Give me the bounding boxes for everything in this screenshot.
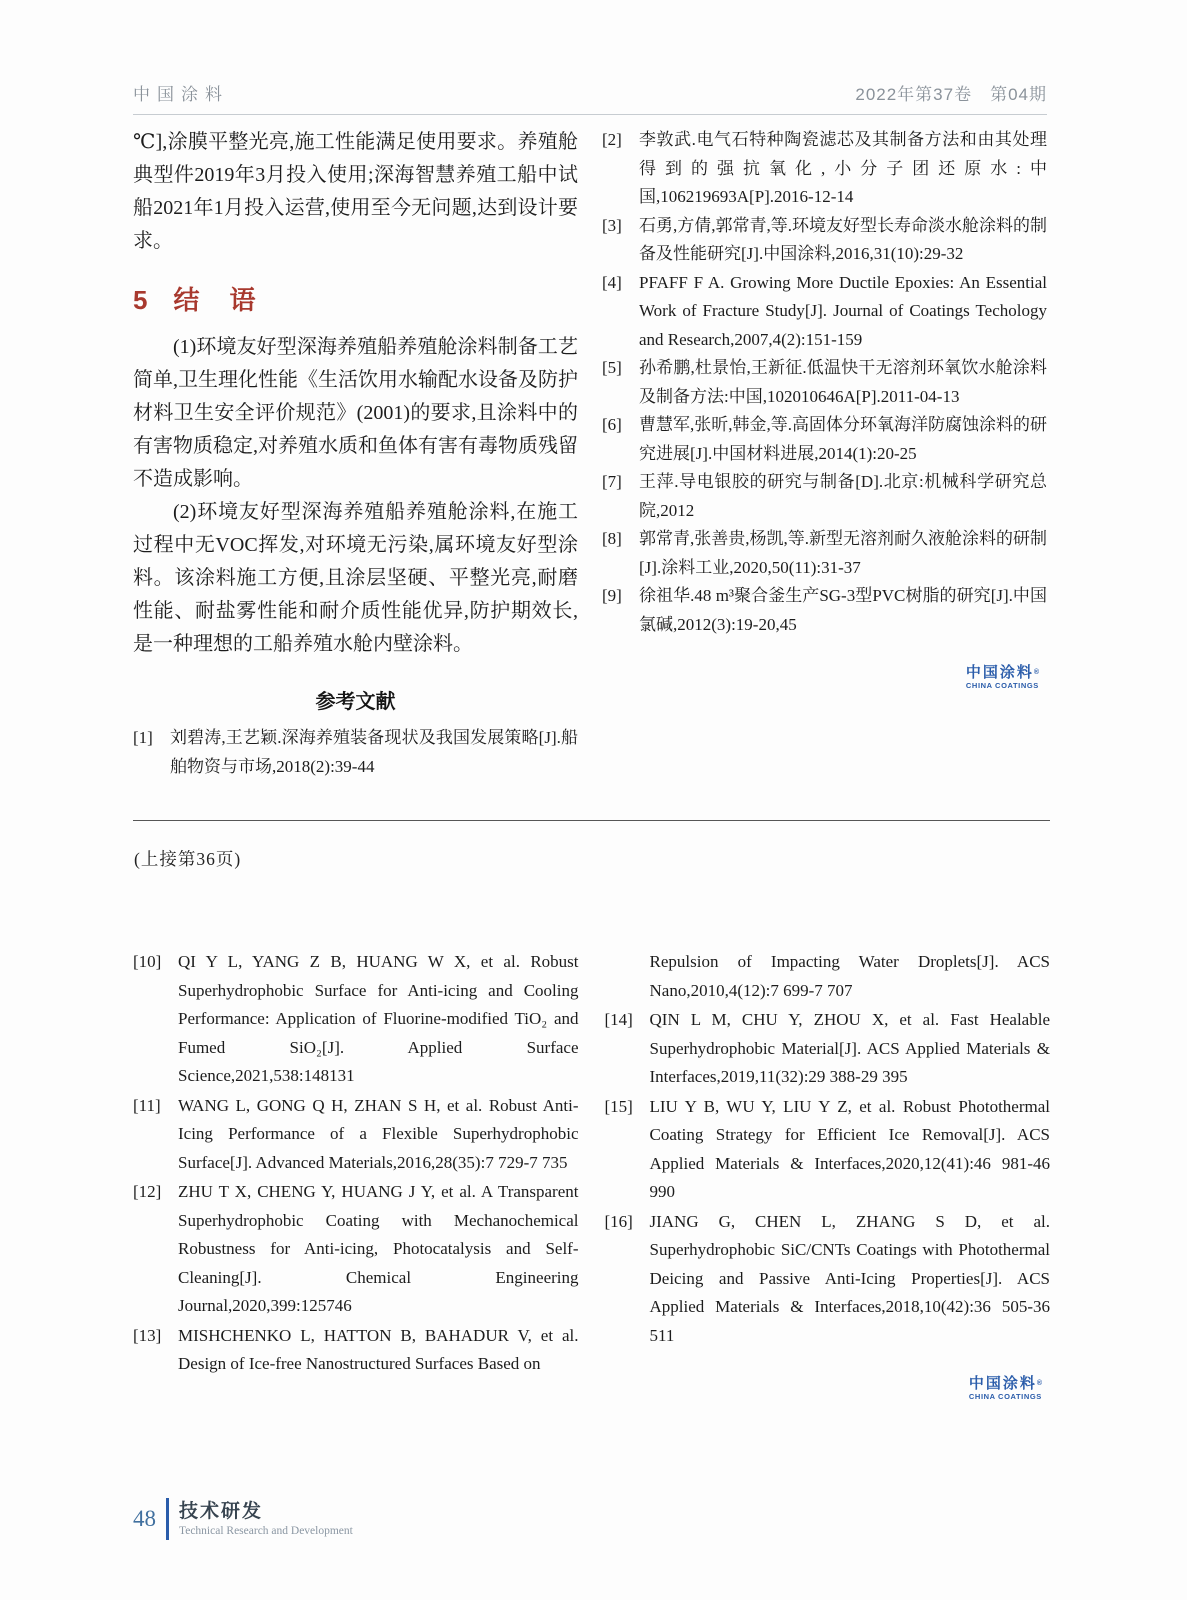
reference-text: 刘碧涛,王艺颖.深海养殖装备现状及我国发展策略[J].船舶物资与市场,2018(2):39-44 — [170, 728, 578, 776]
reference-number: [1] — [133, 728, 153, 747]
reference-text: QI Y L, YANG Z B, HUANG W X, et al. Robust Superhydrophobic Surface for Anti-icing and Cooling Performance: Application of Fluorine-modified TiO₂ and Fumed SiO₂[J]. Applied Surface Science,2021,538:148131 — [178, 952, 579, 1085]
china-coatings-logo — [969, 1376, 1042, 1402]
reference-text: 徐祖华.48 m³聚合釜生产SG-3型PVC树脂的研究[J].中国氯碱,2012(3):19-20,45 — [639, 586, 1047, 634]
reference-item — [602, 525, 1047, 582]
section-number: 5 — [133, 285, 148, 315]
reference-number: [16] — [604, 1211, 633, 1231]
page-number: 48 — [133, 1506, 156, 1531]
registered-mark-icon: ® — [1036, 1380, 1042, 1387]
reference-item — [133, 1178, 579, 1321]
reference-text: WANG L, GONG Q H, ZHAN S H, et al. Robust Anti-Icing Performance of a Flexible Superhydrophobic Surface[J]. Advanced Materials,2016,28(35):7 729-7 735 — [178, 1095, 579, 1172]
reference-text: 李敦武.电气石特种陶瓷滤芯及其制备方法和由其处理得到的强抗氧化,小分子团还原水:中国,106219693A[P].2016-12-14 — [639, 130, 1047, 206]
reference-item — [602, 354, 1047, 411]
reference-number: [5] — [602, 358, 622, 377]
reference-number: [8] — [602, 529, 622, 548]
reference-item — [602, 411, 1047, 468]
section-heading — [133, 280, 578, 317]
reference-item — [602, 269, 1047, 355]
reference-text: LIU Y B, WU Y, LIU Y Z, et al. Robust Photothermal Coating Strategy for Efficient Ice Removal[J]. ACS Applied Materials & Interfaces,2020,12(41):46 981-46 990 — [649, 1096, 1050, 1201]
reference-number: [6] — [602, 415, 622, 434]
journal-name: 中国涂料 — [133, 85, 229, 104]
reference-text: JIANG G, CHEN L, ZHANG S D, et al. Superhydrophobic SiC/CNTs Coatings with Photothermal Deicing and Passive Anti-Icing Properties[J]. ACS Applied Materials & Interfaces,2018,10(42):36 505-36 511 — [649, 1211, 1050, 1345]
reference-item — [602, 212, 1047, 269]
reference-text: 曹慧军,张昕,韩金,等.高固体分环氧海洋防腐蚀涂料的研究进展[J].中国材料进展,2014(1):20-25 — [639, 415, 1047, 463]
reference-item — [133, 1322, 579, 1379]
reference-text: ZHU T X, CHENG Y, HUANG J Y, et al. A Transparent Superhydrophobic Coating with Mechanochemical Robustness for Anti-icing, Photocatalysis and Self-Cleaning[J]. Chemical Engineering Journal,2020,399:125746 — [178, 1182, 579, 1315]
continued-from-note: (上接第36页) — [134, 849, 242, 869]
conclusion-paragraph-1: (1)环境友好型深海养殖船养殖舱涂料制备工艺简单,卫生理化性能《生活饮用水输配水设备及防护材料卫生安全评价规范》(2001)的要求,且涂料中的有害物质稳定,对养殖水质和鱼体有害有毒物质残留不造成影响。 — [133, 336, 578, 490]
reference-item — [605, 1208, 1051, 1351]
reference-item — [133, 724, 578, 781]
footer-divider — [166, 1498, 169, 1540]
footer-section-label — [179, 1500, 353, 1539]
logo-english-text: CHINA COATINGS — [965, 681, 1039, 690]
intro-paragraph: ℃],涂膜平整光亮,施工性能满足使用要求。养殖舱典型件2019年3月投入使用;深海智慧养殖工船中试船2021年1月投入运营,使用至今无问题,达到设计要求。 — [133, 131, 578, 252]
section-title: 结 语 — [173, 285, 258, 315]
article-divider — [133, 820, 1050, 821]
logo-chinese-text: 中国涂料® — [965, 664, 1039, 681]
logo-chinese-text: 中国涂料® — [968, 1375, 1042, 1392]
bottom-right-column — [605, 948, 1051, 1404]
reference-text: 王萍.导电银胶的研究与制备[D].北京:机械科学研究总院,2012 — [639, 472, 1047, 520]
footer-section-english: Technical Research and Development — [179, 1524, 353, 1537]
logo-english-text: CHINA COATINGS — [968, 1392, 1042, 1401]
reference-text: Repulsion of Impacting Water Droplets[J]. ACS Nano,2010,4(12):7 699-7 707 — [649, 952, 1050, 1000]
reference-item — [605, 1006, 1051, 1092]
references-title: 参考文献 — [315, 691, 396, 713]
reference-text: MISHCHENKO L, HATTON B, BAHADUR V, et al. Design of Ice-free Nanostructured Surfaces Based on — [178, 1325, 579, 1373]
reference-item — [605, 1093, 1051, 1207]
reference-text: 石勇,方倩,郭常青,等.环境友好型长寿命淡水舱涂料的制备及性能研究[J].中国涂料,2016,31(10):29-32 — [639, 215, 1047, 263]
page-header — [133, 80, 1047, 115]
bottom-section — [133, 948, 1050, 1404]
reference-number: [14] — [604, 1010, 633, 1029]
left-column — [133, 126, 578, 781]
reference-number: [3] — [602, 215, 622, 235]
reference-number: [10] — [133, 952, 162, 971]
page-footer — [133, 1498, 353, 1540]
reference-item — [602, 468, 1047, 525]
reference-number: [11] — [133, 1095, 161, 1115]
footer-section-chinese: 技术研发 — [179, 1500, 264, 1522]
reference-number: [13] — [133, 1325, 162, 1345]
top-section — [133, 126, 1047, 781]
reference-number: [2] — [602, 130, 622, 149]
reference-number: [7] — [602, 472, 622, 491]
right-column — [602, 126, 1047, 781]
reference-number: [15] — [604, 1096, 633, 1116]
reference-item — [133, 948, 579, 1091]
issue-info: 2022年第37卷 第04期 — [855, 85, 1047, 104]
reference-text: 郭常青,张善贵,杨凯,等.新型无溶剂耐久液舱涂料的研制[J].涂料工业,2020,50(11):31-37 — [639, 529, 1047, 577]
bottom-left-column — [133, 948, 579, 1404]
reference-number: [4] — [602, 272, 622, 292]
reference-item — [602, 126, 1047, 212]
reference-text: QIN L M, CHU Y, ZHOU X, et al. Fast Healable Superhydrophobic Material[J]. ACS Applied Materials & Interfaces,2019,11(32):29 388-29 395 — [649, 1010, 1050, 1086]
reference-item — [602, 582, 1047, 639]
reference-text: 孙希鹏,杜景怡,王新征.低温快干无溶剂环氧饮水舱涂料及制备方法:中国,102010646A[P].2011-04-13 — [639, 358, 1047, 406]
conclusion-paragraph-2: (2)环境友好型深海养殖船养殖舱涂料,在施工过程中无VOC挥发,对环境无污染,属环境友好型涂料。该涂料施工方便,且涂层坚硬、平整光亮,耐磨性能、耐盐雾性能和耐介质性能优异,防护期效长,是一种理想的工船养殖水舱内壁涂料。 — [133, 501, 578, 655]
reference-number: [12] — [133, 1182, 162, 1201]
china-coatings-logo — [966, 665, 1039, 691]
reference-text: PFAFF F A. Growing More Ductile Epoxies: An Essential Work of Fracture Study[J]. Journal of Coatings Techology and Research,2007,4(2):151-159 — [639, 272, 1047, 349]
reference-continuation — [605, 948, 1051, 1005]
reference-number: [9] — [602, 586, 622, 605]
registered-mark-icon: ® — [1033, 669, 1039, 676]
reference-item — [133, 1092, 579, 1178]
